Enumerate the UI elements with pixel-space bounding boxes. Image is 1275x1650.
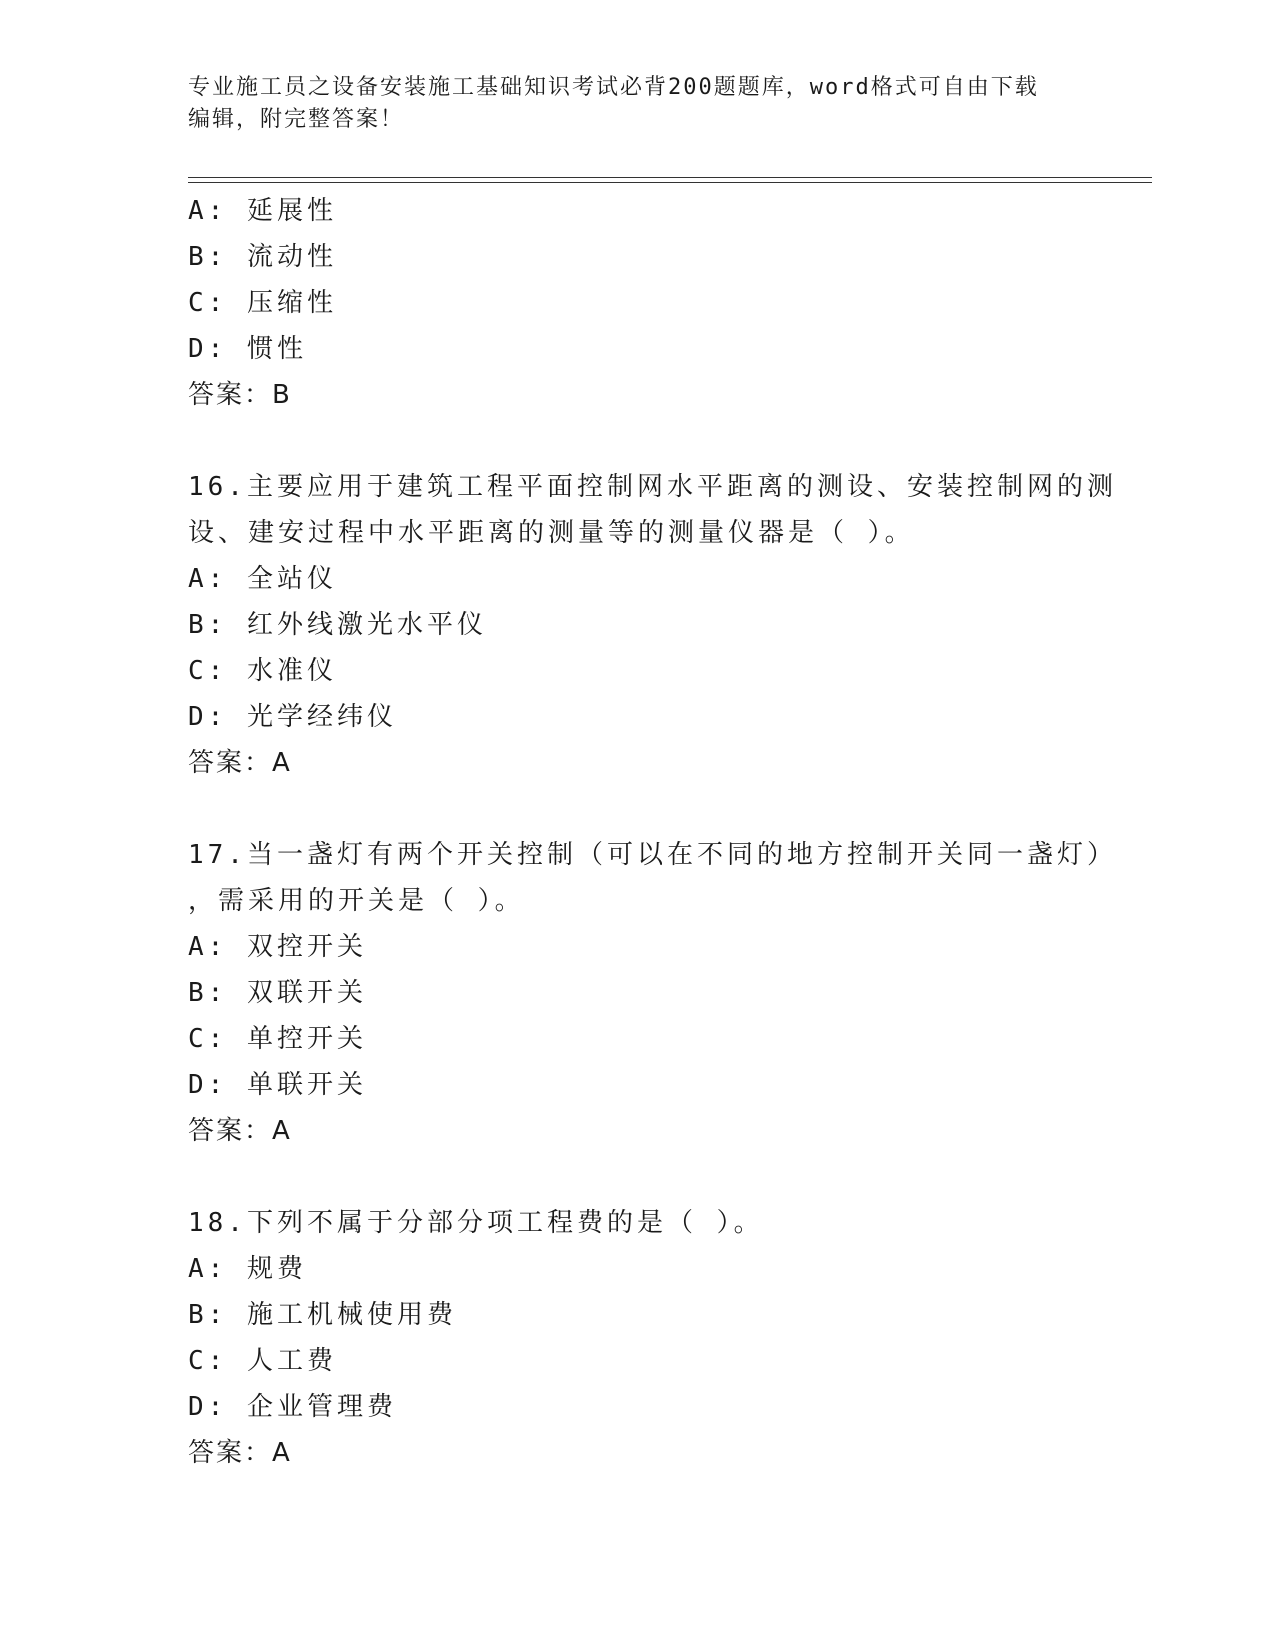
option-b: B: 流动性 [188,242,337,272]
option-a: A: 全站仪 [188,564,337,594]
option-c: C: 单控开关 [188,1024,367,1054]
document-header [188,72,1088,136]
answer: 答案：A [188,748,292,778]
spacer [188,418,1088,464]
option-d: D: 惯性 [188,334,307,364]
option-a: A: 延展性 [188,196,337,226]
question-15 [188,188,1088,418]
question-17 [188,832,1117,1154]
answer: 答案：A [188,1116,292,1146]
header-divider-top [188,177,1152,178]
header-line-1: 专业施工员之设备安装施工基础知识考试必背200题题库，word格式可自由下载 [188,75,1039,100]
option-b: B: 施工机械使用费 [188,1300,457,1330]
option-c: C: 水准仪 [188,656,337,686]
question-18 [188,1200,1088,1476]
question-list [188,188,1117,1476]
header-divider-bottom [188,182,1152,183]
question-16 [188,464,1117,786]
option-b: B: 红外线激光水平仪 [188,610,487,640]
question-text: 18.下列不属于分部分项工程费的是（ ）。 [188,1208,764,1238]
option-c: C: 人工费 [188,1346,337,1376]
question-text: 16.主要应用于建筑工程平面控制网水平距离的测设、安装控制网的测 [188,472,1117,502]
question-text: 设、建安过程中水平距离的测量等的测量仪器是（ ）。 [188,518,915,548]
option-d: D: 企业管理费 [188,1392,397,1422]
answer: 答案：B [188,380,292,410]
option-a: A: 规费 [188,1254,307,1284]
option-b: B: 双联开关 [188,978,367,1008]
header-line-2: 编辑，附完整答案！ [188,107,405,132]
answer: 答案：A [188,1438,292,1468]
spacer [188,786,1088,832]
question-text: 17.当一盏灯有两个开关控制（可以在不同的地方控制开关同一盏灯） [188,840,1117,870]
option-d: D: 单联开关 [188,1070,367,1100]
spacer [188,1154,1088,1200]
option-d: D: 光学经纬仪 [188,702,397,732]
option-a: A: 双控开关 [188,932,367,962]
option-c: C: 压缩性 [188,288,337,318]
question-text: ，需采用的开关是（ ）。 [188,886,525,916]
